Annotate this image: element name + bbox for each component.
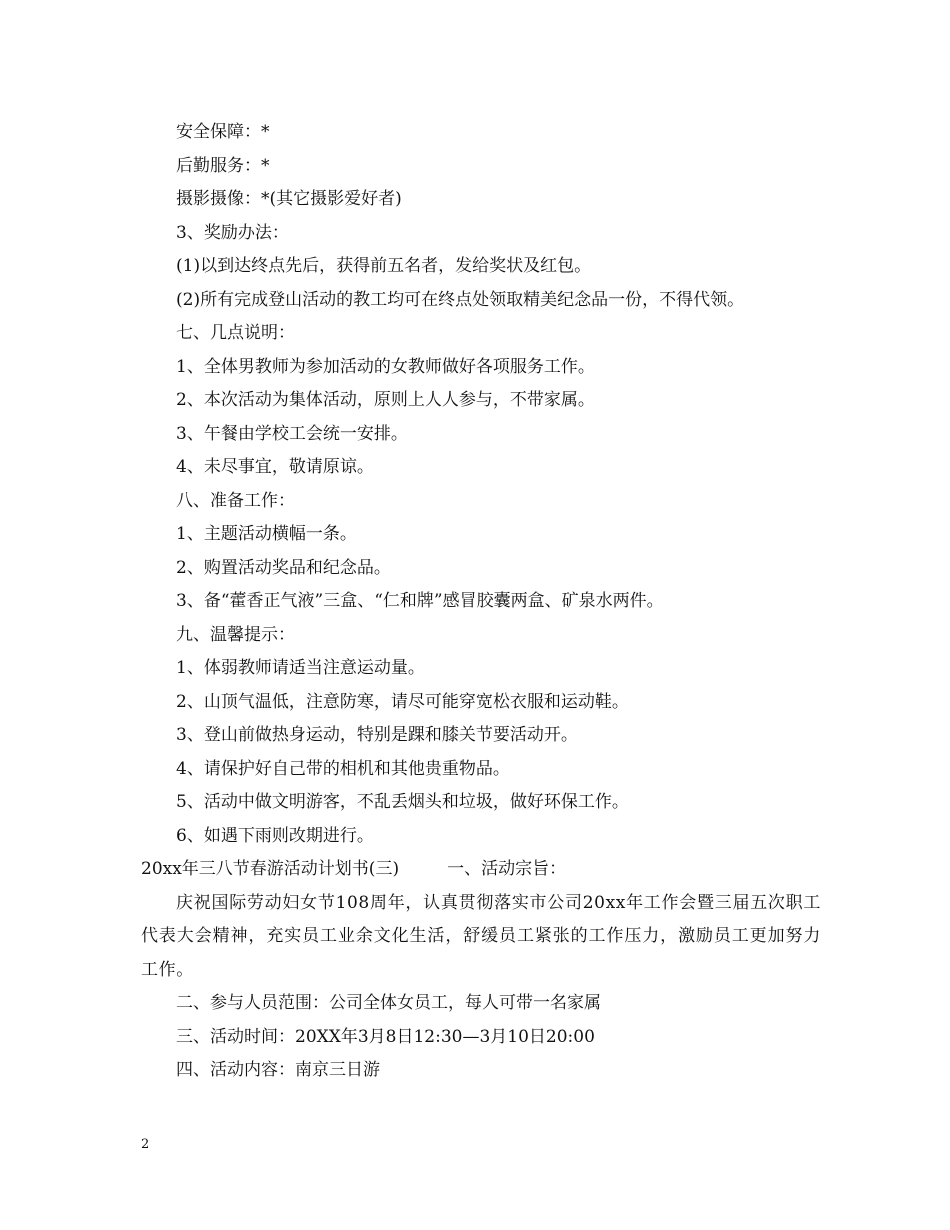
section-heading: 九、温馨提示：	[176, 624, 295, 645]
text-line: 2、本次活动为集体活动，原则上人人参与，不带家属。	[176, 390, 595, 410]
text-line: 6、如遇下雨则改期进行。	[176, 825, 374, 846]
text-line: 安全保障：*	[176, 122, 270, 142]
section-heading: 八、准备工作：	[176, 490, 295, 511]
text-line: 2、山顶气温低，注意防寒，请尽可能穿宽松衣服和运动鞋。	[176, 691, 629, 712]
text-line: 4、请保护好自己带的相机和其他贵重物品。	[176, 758, 510, 779]
text-line: 2、购置活动奖品和纪念品。	[176, 557, 391, 578]
text-line: 3、登山前做热身运动，特别是踝和膝关节要活动开。	[176, 725, 578, 745]
text-line: 1、主题活动横幅一条。	[176, 524, 357, 544]
purpose-paragraph: 庆祝国际劳动妇女节108周年，认真贯彻落实市公司20xx年工作会暨三届五次职工代表大会精神，充实员工业余文化生活，舒缓员工紧张的工作压力，激励员工更加努力工作。	[141, 892, 821, 980]
text-line: 三、活动时间：20XX年3月8日12:30—3月10日20:00	[176, 1026, 595, 1047]
text-line: 摄影摄像：*(其它摄影爱好者)	[176, 189, 402, 209]
text-line: 3、奖励办法：	[176, 222, 289, 243]
section-title: 20xx年三八节春游活动计划书(三)	[141, 859, 400, 879]
section-heading: 一、活动宗旨：	[447, 859, 567, 879]
text-line: 5、活动中做文明游客，不乱丢烟头和垃圾，做好环保工作。	[176, 792, 629, 812]
text-line: 后勤服务：*	[176, 155, 270, 176]
text-line: 3、备“藿香正气液”三盒、“仁和牌”感冒胶囊两盒、矿泉水两件。	[176, 591, 664, 611]
document-body	[141, 116, 821, 1088]
text-line: 4、未尽事宜，敬请原谅。	[176, 457, 374, 477]
text-line: 四、活动内容：南京三日游	[176, 1060, 380, 1080]
text-line: 1、体弱教师请适当注意运动量。	[176, 658, 425, 678]
text-line: 二、参与人员范围：公司全体女员工，每人可带一名家属	[176, 993, 601, 1013]
text-line: 1、全体男教师为参加活动的女教师做好各项服务工作。	[176, 356, 595, 377]
section-title-line	[141, 853, 821, 887]
text-line: (1)以到达终点先后，获得前五名者，发给奖状及红包。	[176, 256, 592, 276]
section-heading: 七、几点说明：	[176, 323, 295, 343]
page-number: 2	[141, 1137, 150, 1152]
text-line: (2)所有完成登山活动的教工均可在终点处领取精美纪念品一份，不得代领。	[176, 289, 745, 310]
text-line: 3、午餐由学校工会统一安排。	[176, 423, 408, 444]
